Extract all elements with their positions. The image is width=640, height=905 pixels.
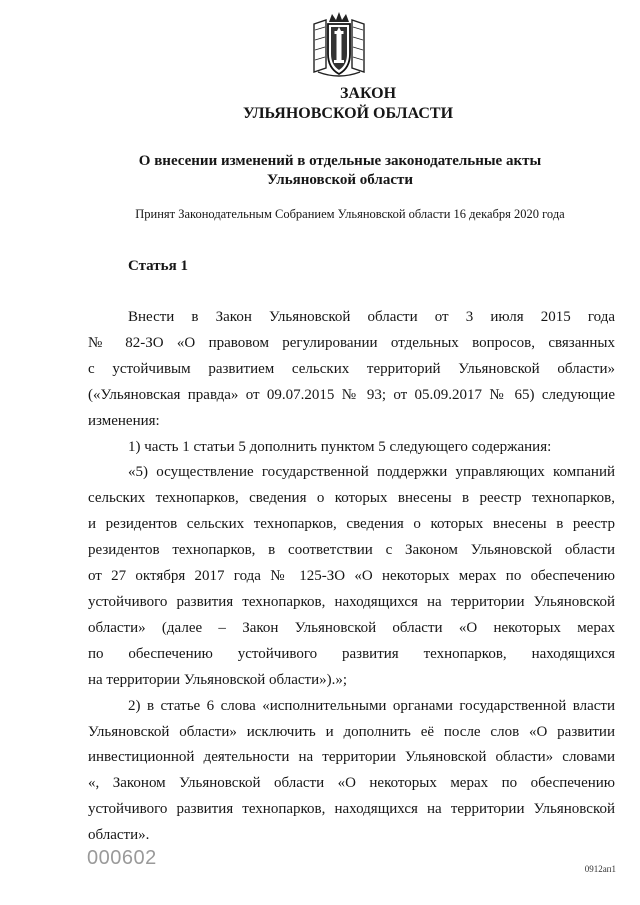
body-line: Ульяновской области» исключить и дополнить её после слов «О развитии bbox=[88, 723, 615, 740]
body-line: инвестиционной деятельности на территории Ульяновской области» словами bbox=[88, 749, 615, 766]
body-line: «5) осуществление государственной поддержки управляющих компаний bbox=[128, 464, 615, 481]
body-line: Внести в Закон Ульяновской области от 3 июля 2015 года bbox=[128, 309, 615, 325]
body-line: на территории Ульяновской области»).»; bbox=[88, 671, 348, 688]
article-heading: Статья 1 bbox=[128, 258, 188, 274]
body-line: 1) часть 1 статьи 5 дополнить пунктом 5 следующего содержания: bbox=[128, 438, 552, 455]
body-line: и резидентов сельских технопарков, сведения о которых внесены в реестр bbox=[88, 516, 615, 533]
body-line: устойчивого развития технопарков, находящихся на территории Ульяновской bbox=[88, 801, 615, 818]
stamp-number: 000602 bbox=[87, 847, 157, 869]
adoption-note: Принят Законодательным Собранием Ульяновской области 16 декабря 2020 года bbox=[135, 207, 565, 221]
body-line: по обеспечению устойчивого развития технопарков, находящихся bbox=[88, 645, 615, 662]
law-subject-line2: Ульяновской области bbox=[266, 172, 414, 188]
law-subject bbox=[120, 152, 560, 190]
body-line: («Ульяновская правда» от 09.07.2015 № 93; от 05.09.2017 № 65) следующие bbox=[88, 386, 615, 403]
body-line: с устойчивым развитием сельских территорий Ульяновской области» bbox=[88, 360, 615, 377]
body-line: резидентов технопарков, в соответствии с Законом Ульяновской области bbox=[88, 542, 615, 559]
body-line: изменения: bbox=[88, 412, 160, 429]
body-line: 2) в статье 6 слова «исполнительными органами государственной власти bbox=[128, 697, 615, 714]
law-title-line2: УЛЬЯНОВСКОЙ ОБЛАСТИ bbox=[242, 105, 454, 122]
body-line: области». bbox=[88, 827, 150, 844]
body-line: от 27 октября 2017 года № 125-ЗО «О некоторых мерах по обеспечению bbox=[88, 568, 615, 585]
body-line: № 82-ЗО «О правовом регулировании отдельных вопросов, связанных bbox=[88, 334, 615, 351]
law-title-line1: ЗАКОН bbox=[339, 85, 397, 102]
body-line: сельских технопарков, сведения о которых внесены в реестр технопарков, bbox=[88, 490, 615, 507]
ulyanovsk-coat-of-arms-icon bbox=[296, 10, 382, 78]
law-subject-line1: О внесении изменений в отдельные законодательные акты bbox=[138, 153, 542, 169]
law-title bbox=[0, 84, 640, 124]
body-line: устойчивого развития технопарков, находящихся на территории Ульяновской bbox=[88, 593, 615, 610]
article-body bbox=[88, 305, 615, 849]
document-code: 0912ап1 bbox=[584, 864, 616, 874]
body-line: «, Законом Ульяновской области «О некоторых мерах по обеспечению bbox=[88, 775, 615, 792]
body-line: области» (далее – Закон Ульяновской области «О некоторых мерах bbox=[88, 619, 615, 636]
